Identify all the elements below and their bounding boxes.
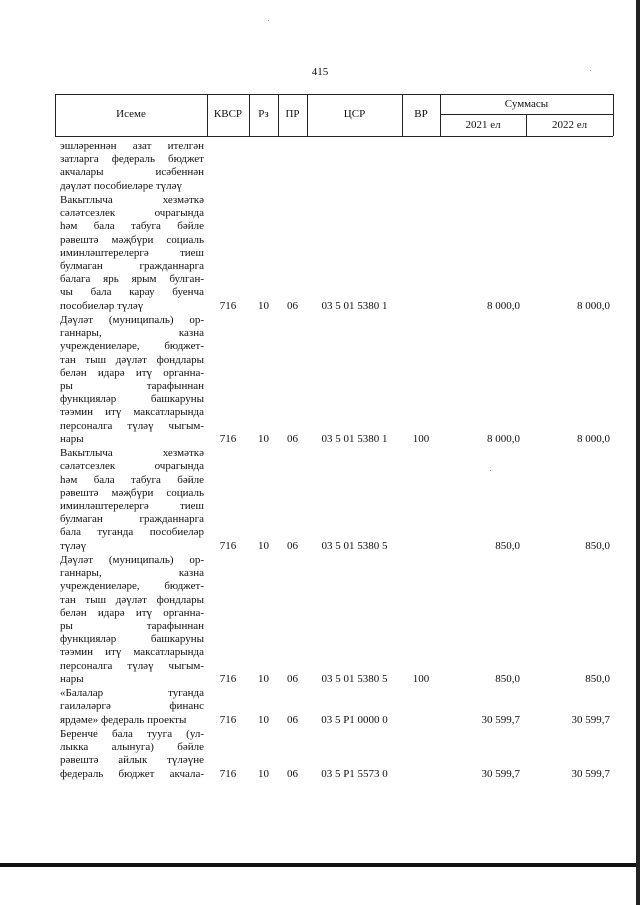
- cell-sum-2022: 850,0: [585, 539, 610, 552]
- cell-sum-2021: 30 599,7: [481, 713, 520, 726]
- cell-kvsr: 716: [219, 672, 237, 685]
- cell-tsr: 03 5 01 5380 1: [321, 299, 388, 312]
- header-kvsr: КВСР: [213, 108, 243, 120]
- row-name-line: иминләштерелергә тиеш: [60, 500, 204, 512]
- row-name-line: рәвештә мәҗбүри социаль: [60, 486, 204, 499]
- header-bottom-border: [55, 136, 613, 137]
- cell-sum-2021: 8 000,0: [487, 432, 520, 445]
- cell-sum-2021: 850,0: [495, 672, 520, 685]
- header-tsr: ЦСР: [343, 108, 366, 120]
- cell-pr: 06: [287, 767, 298, 780]
- header-vr: ВР: [414, 108, 428, 120]
- row-name-line: нары: [60, 672, 84, 685]
- cell-pr: 06: [287, 713, 298, 726]
- scan-speck: [268, 20, 269, 21]
- row-name-line: ры тарафыннан: [60, 620, 204, 632]
- row-name-line: ганнары, казна: [60, 567, 204, 580]
- row-name-line: акчалары исәбеннән: [60, 166, 204, 179]
- header-name: Исеме: [116, 108, 146, 120]
- row-name-line: федераль бюджет акчала-: [60, 767, 204, 780]
- cell-rz: 10: [258, 539, 269, 552]
- cell-sum-2022: 8 000,0: [577, 299, 610, 312]
- row-name-line: бала туганда пособиеләр: [60, 526, 204, 539]
- header-rz: Рз: [258, 108, 269, 120]
- row-name-line: һәм бала табуга бәйле: [60, 220, 204, 233]
- header-col-border: [613, 94, 614, 136]
- row-name-line: белән идарә итү органна-: [60, 606, 204, 619]
- row-name-line: балага ярь ярым булган-: [60, 273, 204, 286]
- row-name-line: сәләтсезлек очрагында: [60, 460, 204, 473]
- row-name-line: Дәүләт (муниципаль) ор-: [60, 314, 204, 326]
- row-name-line: персоналга түләү чыгым-: [60, 659, 204, 672]
- row-name-line: «Балалар туганда: [60, 687, 204, 700]
- row-name-line: функцияләр башкаруны: [60, 393, 204, 406]
- cell-kvsr: 716: [219, 539, 237, 552]
- cell-sum-2022: 850,0: [585, 672, 610, 685]
- cell-sum-2021: 850,0: [495, 539, 520, 552]
- row-name-line: ганнары, казна: [60, 327, 204, 340]
- header-year-2021: 2021 ел: [465, 119, 501, 131]
- row-name-line: учреждениеләре, бюджет-: [60, 580, 204, 593]
- row-name-line: рәвештә айлык түләүне: [60, 754, 204, 767]
- row-name-line: Дәүләт (муниципаль) ор-: [60, 554, 204, 566]
- cell-pr: 06: [287, 432, 298, 445]
- row-name-line: һәм бала табуга бәйле: [60, 473, 204, 486]
- row-name-line: нары: [60, 432, 84, 445]
- cell-tsr: 03 5 01 5380 5: [321, 539, 388, 552]
- cell-pr: 06: [287, 299, 298, 312]
- row-name-line: тәэмин итү максатларында: [60, 406, 204, 419]
- cell-vr: 100: [412, 432, 430, 445]
- row-name-line: Вакытлыча хезмәткә: [60, 447, 204, 460]
- row-name-line: персоналга түләү чыгым-: [60, 419, 204, 432]
- cell-tsr: 03 5 01 5380 5: [321, 672, 388, 685]
- cell-pr: 06: [287, 672, 298, 685]
- row-name-line: Вакытлыча хезмәткә: [60, 194, 204, 206]
- cell-sum-2022: 30 599,7: [571, 713, 610, 726]
- cell-tsr: 03 5 P1 0000 0: [321, 713, 388, 726]
- row-name-line: гаиләләргә финанс: [60, 700, 204, 713]
- header-year-2022: 2022 ел: [551, 119, 588, 131]
- cell-sum-2021: 30 599,7: [481, 767, 520, 780]
- header-top-border: [55, 94, 613, 95]
- row-name-line: затларга федераль бюджет: [60, 153, 204, 166]
- cell-kvsr: 716: [219, 767, 237, 780]
- header-pr: ПР: [285, 108, 300, 120]
- cell-rz: 10: [258, 432, 269, 445]
- cell-tsr: 03 5 01 5380 1: [321, 432, 388, 445]
- row-name-line: дәүләт пособиеләре түләү: [60, 179, 182, 192]
- cell-kvsr: 716: [219, 432, 237, 445]
- row-name-line: түләү: [60, 539, 87, 552]
- row-name-line: ры тарафыннан: [60, 380, 204, 392]
- cell-kvsr: 716: [219, 299, 237, 312]
- scan-speck: [490, 470, 491, 471]
- cell-tsr: 03 5 P1 5573 0: [321, 767, 388, 780]
- row-name-line: рәвештә мәҗбүри социаль: [60, 233, 204, 246]
- cell-rz: 10: [258, 672, 269, 685]
- cell-sum-2021: 8 000,0: [487, 299, 520, 312]
- cell-kvsr: 716: [219, 713, 237, 726]
- row-name-line: белән идарә итү органна-: [60, 366, 204, 379]
- scan-speck: [590, 70, 591, 71]
- cell-rz: 10: [258, 713, 269, 726]
- cell-rz: 10: [258, 767, 269, 780]
- row-name-line: пособиеләр түләү: [60, 299, 144, 312]
- cell-vr: 100: [412, 672, 430, 685]
- header-sums: Суммасы: [504, 98, 549, 110]
- row-name-line: тәэмин итү максатларында: [60, 646, 204, 659]
- scan-edge-right: [636, 0, 640, 905]
- row-name-line: Беренче бала тууга (ул-: [60, 728, 204, 740]
- row-name-line: сәләтсезлек очрагында: [60, 207, 204, 220]
- cell-pr: 06: [287, 539, 298, 552]
- row-name-line: ярдәме» федераль проекты: [60, 713, 187, 726]
- row-name-line: учреждениеләре, бюджет-: [60, 340, 204, 353]
- row-name-line: тан тыш дәүләт фондлары: [60, 593, 204, 606]
- cell-sum-2022: 30 599,7: [571, 767, 610, 780]
- row-name-line: тан тыш дәүләт фондлары: [60, 353, 204, 366]
- page-number: 415: [311, 66, 329, 78]
- row-name-line: эшләреннән азат ителгән: [60, 140, 204, 152]
- scan-edge-bottom: [0, 863, 640, 867]
- row-name-line: булмаган гражданнарга: [60, 260, 204, 272]
- row-name-line: булмаган гражданнарга: [60, 513, 204, 526]
- cell-rz: 10: [258, 299, 269, 312]
- row-name-line: чы бала карау буенча: [60, 286, 204, 299]
- row-name-line: иминләштерелергә тиеш: [60, 246, 204, 259]
- row-name-line: лыкка алынуга) бәйле: [60, 741, 204, 754]
- cell-sum-2022: 8 000,0: [577, 432, 610, 445]
- row-name-line: функцияләр башкаруны: [60, 633, 204, 646]
